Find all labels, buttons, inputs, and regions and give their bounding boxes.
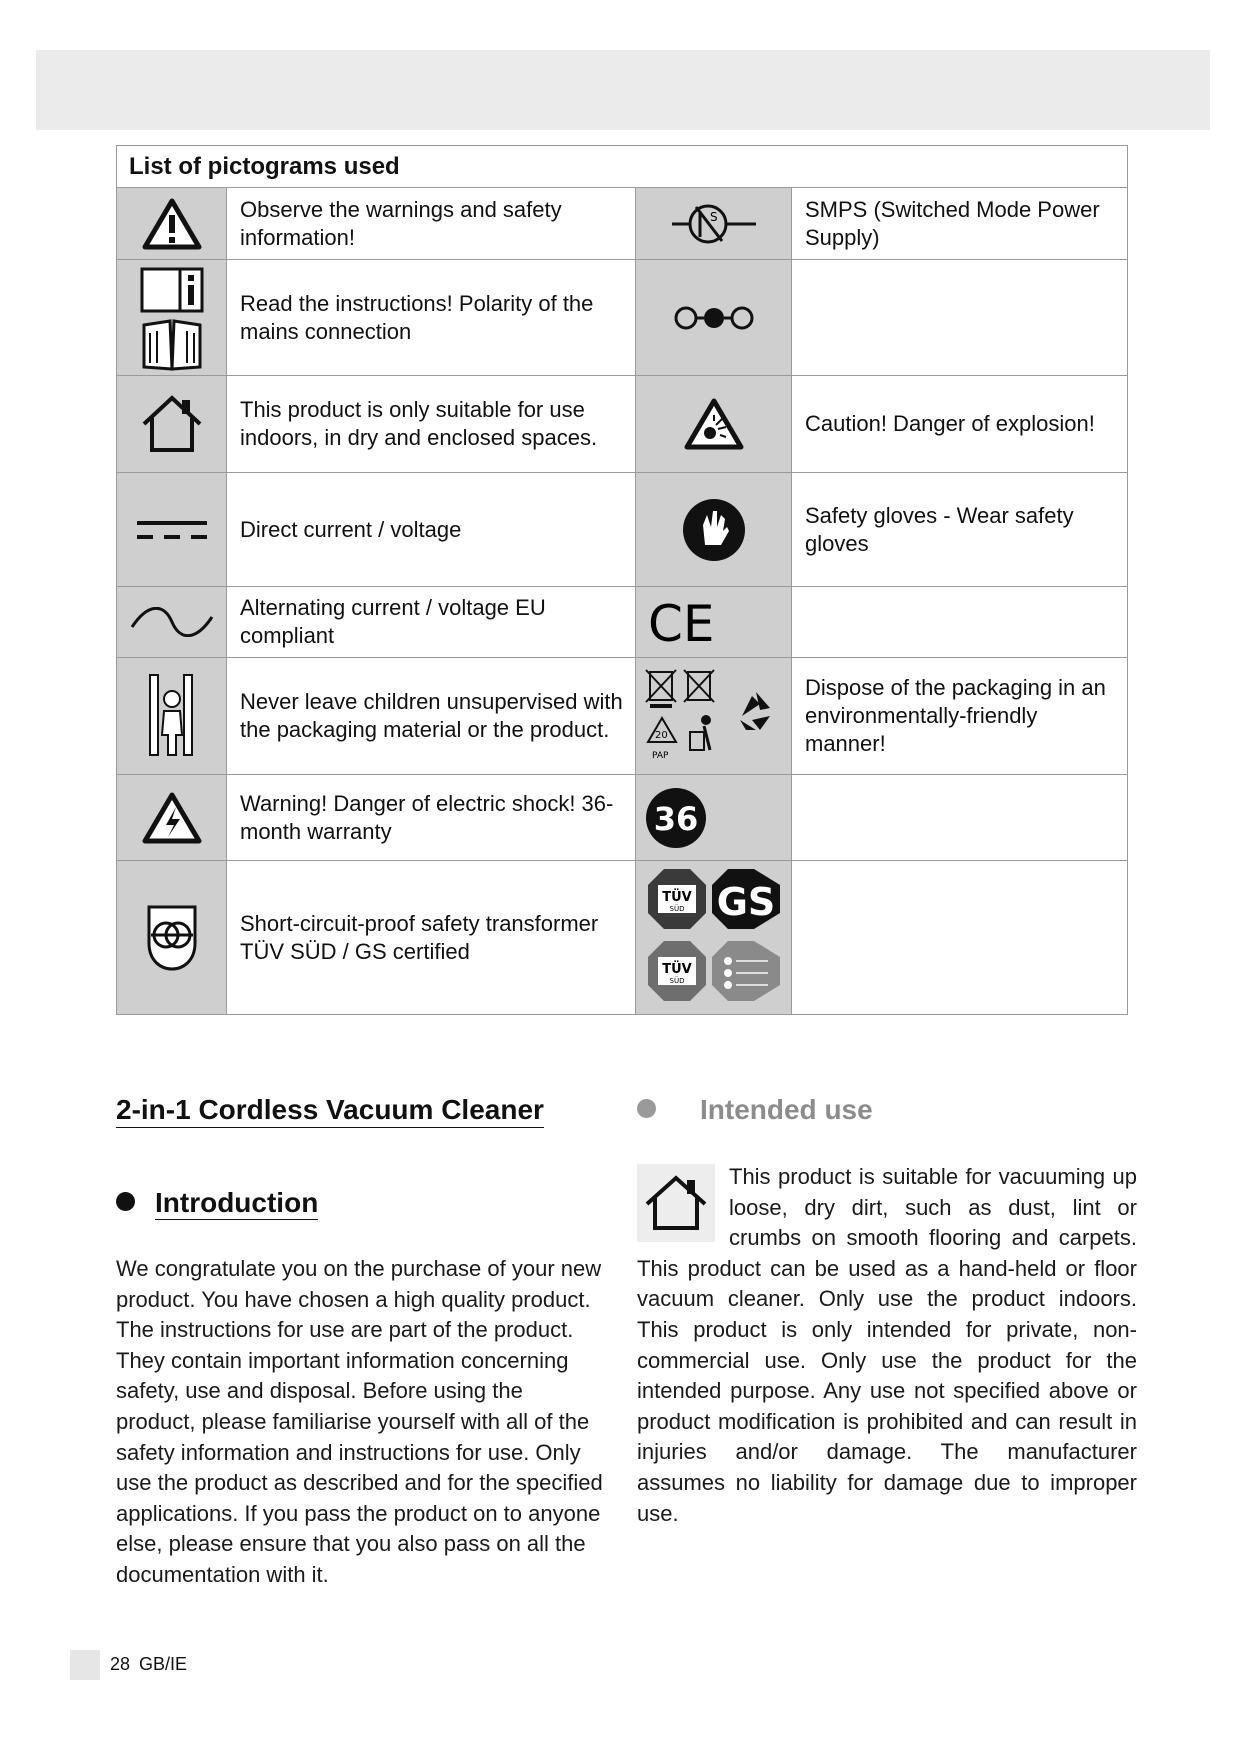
row-1-left-text: Observe the warnings and safety information!: [227, 188, 636, 260]
row-6-right-text: Dispose of the packaging in an environmentally-friendly manner!: [792, 658, 1128, 775]
tuv-gs-icon: [636, 861, 792, 1015]
table-row: [117, 775, 1128, 861]
product-title-text: 2-in-1 Cordless Vacuum Cleaner: [116, 1094, 544, 1125]
row-5-right-text: [792, 587, 1128, 658]
house-icon: [117, 376, 227, 473]
warranty-36-icon: [636, 775, 792, 861]
page-footer: [70, 1650, 187, 1680]
row-8-left-text: Short-circuit-proof safety transformer TÜV SÜD / GS certified: [227, 861, 636, 1015]
tuv-label-bottom: TÜV: [661, 961, 692, 977]
table-title: List of pictograms used: [117, 146, 1128, 188]
direct-current-icon: [117, 473, 227, 587]
bullet-icon: [116, 1192, 135, 1211]
header-band: [36, 50, 1210, 130]
table-row: [117, 260, 1128, 376]
introduction-heading: [116, 1187, 318, 1219]
read-instructions-icon: [117, 260, 227, 376]
row-7-right-text: [792, 775, 1128, 861]
bullet-icon: [637, 1099, 656, 1118]
explosion-icon: [636, 376, 792, 473]
row-1-right-text: SMPS (Switched Mode Power Supply): [792, 188, 1128, 260]
table-row: [117, 658, 1128, 775]
introduction-heading-text: Introduction: [155, 1187, 319, 1218]
child-warning-icon: [117, 658, 227, 775]
ce-mark-icon: [636, 587, 792, 658]
row-3-right-text: Caution! Danger of explosion!: [792, 376, 1128, 473]
locale: GB/IE: [139, 1653, 188, 1674]
warranty-number: 36: [653, 799, 699, 838]
electric-shock-icon: [117, 775, 227, 861]
row-7-left-text: Warning! Danger of electric shock! 36-month warranty: [227, 775, 636, 861]
row-8-right-text: [792, 861, 1128, 1015]
polarity-icon: [636, 260, 792, 376]
table-row: [117, 376, 1128, 473]
introduction-body: We congratulate you on the purchase of your new product. You have chosen a high quality product. The instructions for use are part of the product. They contain important information concerning safety, use and disposal. Before using the product, please familiarise yourself with all of the safety information and instructions for use. Only use the product as described and for the specified applications. If you pass the product on to anyone else, please ensure that you also pass on all the documentation with it.: [116, 1256, 603, 1587]
sud-label-top: SÜD: [669, 904, 684, 913]
row-2-right-text: [792, 260, 1128, 376]
transformer-icon: [117, 861, 227, 1015]
intended-use-body: This product is suitable for vacuuming up loose, dry dirt, such as dust, lint or crumbs on smooth flooring and carpets. This product can be used as a hand-held or floor vacuum cleaner. Only use the product indoors. This product is only intended for private, non-commercial use. Only use the product for the intended purpose. Any use not specified above or product modification is prohibited and can result in injuries and/or damage. The manufacturer assumes no liability for damage due to improper use.: [637, 1164, 1137, 1526]
row-6-left-text: Never leave children unsupervised with the packaging material or the product.: [227, 658, 636, 775]
intended-use-heading-text: Intended use: [700, 1094, 873, 1125]
gs-label: GS: [716, 879, 775, 924]
warning-icon: [117, 188, 227, 260]
alternating-current-icon: [117, 587, 227, 658]
footer-marker: [70, 1650, 100, 1680]
pap-code: 20: [654, 730, 668, 741]
pictogram-table: [116, 145, 1128, 1015]
table-row: [117, 188, 1128, 260]
row-3-left-text: This product is only suitable for use indoors, in dry and enclosed spaces.: [227, 376, 636, 473]
sud-label-bottom: SÜD: [669, 976, 684, 985]
table-row: [117, 587, 1128, 658]
row-4-left-text: Direct current / voltage: [227, 473, 636, 587]
table-row: [117, 861, 1128, 1015]
page-number: 28: [110, 1653, 131, 1674]
table-row: [117, 473, 1128, 587]
row-4-right-text: Safety gloves - Wear safety gloves: [792, 473, 1128, 587]
pap-label: PAP: [651, 751, 668, 761]
intended-use-heading: [637, 1094, 873, 1126]
recycling-icon: [636, 658, 792, 775]
product-title: [116, 1094, 544, 1128]
smps-icon: [636, 188, 792, 260]
row-2-left-text: Read the instructions! Polarity of the mains connection: [227, 260, 636, 376]
safety-gloves-icon: [636, 473, 792, 587]
row-5-left-text: Alternating current / voltage EU compliant: [227, 587, 636, 658]
ce-mark-label: CE: [648, 595, 715, 649]
tuv-label-top: TÜV: [661, 889, 692, 905]
svg-text:S: S: [709, 209, 718, 224]
